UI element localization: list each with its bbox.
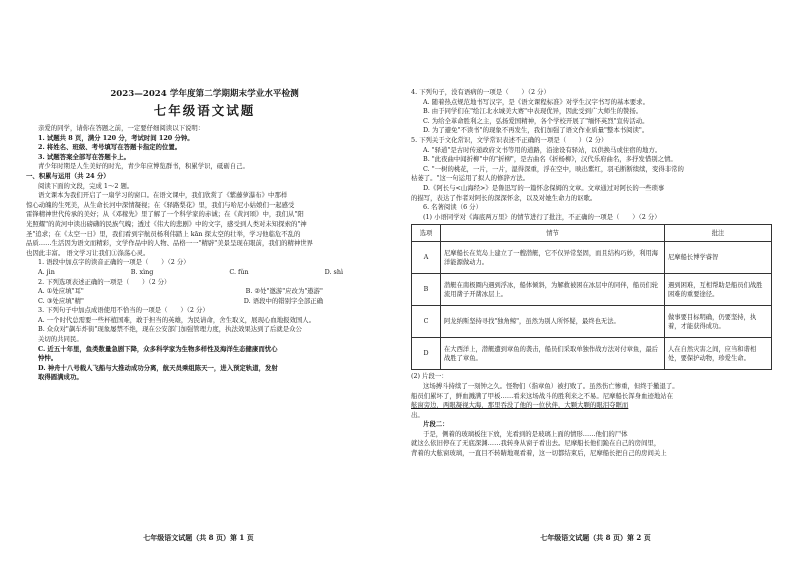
row-option: B (412, 274, 441, 306)
plot-table (411, 224, 772, 370)
passage-line: 惊心动魄的生死美，从生命长河中深情凝视；在《驿路梨花》里，我们与哈尼小姑娘们一起感受 (26, 200, 295, 209)
q4-option-d: D. 为了避免"不读书"的现象不再发生，我们加强了语文作业质量"整本书阅读"。 (423, 126, 649, 135)
q2-option-a: A. ①处应填"耳" (38, 287, 84, 296)
q3-line: 忡忡。 (38, 354, 58, 363)
greeting: 亲爱的同学，请你在答题之前，一定要仔细阅读以下说明： (38, 124, 205, 132)
note-1: 1. 试题共 8 页，满分 120 分，考试时间 120 分钟。 (38, 133, 194, 142)
question-3: 3. 下列句子中加点成语使用不恰当的一项是（ ）（2 分） (38, 306, 209, 315)
table-header-option: 选项 (412, 225, 441, 242)
question-1-options (26, 268, 383, 278)
exam-title: 七年级语文试题 (153, 103, 256, 118)
passage-line: 雷锋精神世代传承的美好；从《邓稼先》里了解了一个科学家的赤诚；在《黄河颂》中，我们从"阳 (26, 210, 304, 219)
row-comment: 做事要目标明确，仍要坚持，执着，才能获得成功。 (665, 306, 772, 338)
table-row (412, 306, 772, 338)
q3-line: A. 一个时代总需要一些杯植国难，敢于担当的英雄，为民请命，舍生取义，展现心血地报效国人。 (38, 315, 316, 324)
exam-header: 2023—2024 学年度第二学期期末学业水平检测 (110, 89, 299, 99)
q3-line: 取得圆满成功。 (38, 373, 83, 382)
q5-line: A. "驿道"是古时传递政府文书等用的道路，沿途设有驿站，以供换马或住宿的地方。 (423, 145, 662, 154)
question-4: 4. 下列句子，没有语病的一项是（ ）（2 分） (411, 88, 550, 96)
q4-option-a: A. 随着热点规范地书写汉字，是《语文课程标准》对学生汉字书写的基本要求。 (423, 97, 649, 106)
q2-option-c: C. ③处应填"精" (38, 296, 84, 305)
row-comment: 尼摩船长博学睿智 (665, 242, 772, 274)
table-header-comment: 批注 (665, 225, 772, 242)
table-header-plot: 情节 (441, 225, 665, 242)
excerpt-1-line: 舷窗旁边，两眼凝视大海，那里吞没了他的一位伙伴，大颗大颗的眼泪夺眶而 (411, 401, 629, 410)
q3-line: B. 众众对"飙车炸街"现象屡禁不绝，现在公安部门加强管理力度，执法效果达到了后就是众公 (38, 325, 302, 334)
excerpt-1-line: 这场搏斗持续了一刻钟之久。怪物们（指章鱼）被打败了。虽然伤亡惨重，但终于撤退了。 (423, 381, 679, 390)
excerpt-1-line: 出。 (411, 410, 424, 419)
question-6: 6. 名著阅读（6 分） (423, 203, 482, 212)
row-option: A (412, 242, 441, 274)
excerpt-2-line: 就这么依旧停在了无底深渊……我转身从窗子看出去。尼摩船长他们跪在自己的房间里， (411, 439, 661, 448)
passage-line: 语文课本为我们开启了一扇学习的窗口。在语文课中，我们欣赏了《紫藤萝瀑布》中那样 (38, 191, 288, 200)
q1-option-d: D. shì (324, 267, 343, 276)
question-1: 1. 语段中加点字的读音正确的一项是（ ）（2 分） (38, 258, 190, 267)
q5-line: B. "此夜曲中闻折柳"中的"折柳"，是古曲名《折杨柳》，汉代乐府曲名，多抒发惜别之情。 (423, 155, 677, 164)
q4-option-c: C. 为给全革命胜利之主，弘扬爱国精神，各个学校开展了"缅怀英烈"宣传活动。 (423, 116, 649, 125)
table-row (412, 274, 772, 306)
q2-option-b: B. ②处"邀游"应改为"遨游" (245, 287, 323, 296)
note-3: 3. 试题答案全部写在答题卡上。 (38, 152, 130, 161)
q3-line: 关切的共同民。 (38, 335, 83, 344)
q2-option-d: D. 语段中的错别字全部正确 (243, 296, 323, 305)
note-4: 青少年时期是人生美好的时光，青少年应博览群书，积累学识，砥砺自己。 (38, 162, 249, 171)
q3-line: D. 神舟十八号载人飞船与大推动成功分离，航天员乘组陈天一，进入预定轨道，发射 (38, 363, 278, 372)
passage-line: 也因此丰富。 语文学习让我们①涤荡心灵。 (26, 248, 150, 257)
q4-option-b: B. 由于同学们在"绘江北水城美大赛"中表现优异，因此受到广大师生的赞扬。 (423, 107, 643, 116)
row-plot: 阿龙纳斯坚持寻找"独角鲸"，虽然为别人所怀疑，最终也无法。 (441, 306, 665, 338)
q1-option-c: C. fǔn (229, 267, 249, 276)
question-2-options-row2 (26, 297, 383, 307)
question-5: 5. 下列关于文化常识，文学常识表述不正确的一项是（ ）（2 分） (411, 135, 608, 144)
section-1-title: 一、积累与运用（共 24 分） (26, 171, 110, 180)
excerpt-2-line: 于是，侧着的玻璃板往下放，光看到的是玻璃上面的情形……他们的尸体 (423, 429, 628, 438)
note-2: 2. 将姓名、班级、考号填写在答题卡指定的位置。 (38, 143, 182, 152)
passage-line: 圣"追求；在《太空一日》里，我们看到宇航员杨利伟踏上 kān 探太空的壮举，学习他临危不乱的 (26, 229, 301, 238)
passage-line: 品质……生活因为语文而精彩，文学作品中的人物、品格一一"精辟"美景呈现在眼前，我们的精神世界 (26, 239, 314, 248)
q1-option-a: A. jìn (38, 267, 55, 276)
q5-line: C. "一树的桃花，一片，一片，湿得深重，浮在空中，映出紫红，羽毛断断续续，变得非常的 (423, 164, 684, 173)
excerpt-1-line: 船员们累坏了，鲜血溅满了甲板……看来这场战斗的胜利来之不易。尼摩船长浑身血迹地站在 (411, 391, 674, 400)
question-2: 2. 下列选项表述正确的一项是（ ）（2 分） (38, 277, 171, 286)
row-plot: 潜艇在南极圈内遇到浮冰，船体倾斜，为解救被困在冰层中的同伴，船员们轮流用凿子开凿冰层上。 (441, 274, 665, 306)
right-page (397, 0, 794, 561)
excerpt-2-title: 片段二： (423, 420, 449, 429)
page-footer-left: 七年级语文试题（共 8 页）第 1 页 (143, 533, 254, 543)
question-6-2: (2) 片段一： (411, 372, 448, 381)
q5-line: 枯萎了。"这一句运用了拟人的修辞方法。 (411, 174, 529, 183)
q5-line: 的描写，表达了作者对阿长的深深怀念，以及对她生命力的讴歌。 (411, 193, 597, 202)
excerpt-2-line: 背着的大舷窗玻璃，一直目不转睛地观看着，这一切都结束后，尼摩船长把自己的房间关上 (411, 449, 667, 458)
passage-line: 光照耀"的黄河中读出磅礴的民族气魄；透过《伟大的悲剧》中的文字，感受到人类对未知探索的"神 (26, 219, 307, 228)
row-option: C (412, 306, 441, 338)
row-option: D (412, 338, 441, 370)
question-6-1: (1) 小语同学对《海底两万里》的情节进行了批注，不正确的一项是（ ）（2 分） (423, 212, 661, 221)
q5-line: D.《阿长与<山海经>》是鲁迅写的一篇怀念保姆的文章。文章通过对阿长的一些琐事 (423, 183, 665, 192)
q3-line: C. 近五十年里，鱼类数量急剧下降，众多科学家为生物多样性及海洋生态健康而忧心 (38, 344, 278, 353)
row-comment: 遇到困难，互相帮助是船员们战胜困难的重要途径。 (665, 274, 772, 306)
q1-option-b: B. xìng (130, 267, 154, 276)
row-plot: 在大西洋上，潜艇遭到章鱼的袭击，船员们采取单独作战方法对付章鱼，最后战胜了章鱼。 (441, 338, 665, 370)
table-row (412, 242, 772, 274)
page-footer-right: 七年级语文试题（共 8 页）第 2 页 (540, 533, 651, 543)
passage-intro: 阅读下面的文段，完成 1～2 题。 (38, 181, 134, 190)
row-comment: 人在自然灾害之间，应当和谐相处，要保护动物，珍爱生命。 (665, 338, 772, 370)
table-row (412, 338, 772, 370)
question-2-options-row1 (26, 287, 383, 297)
row-plot: 尼摩船长在荒岛上建立了一艘潜艇，它不仅异常坚固，而且结构巧妙，利用海洋能源做动力。 (441, 242, 665, 274)
